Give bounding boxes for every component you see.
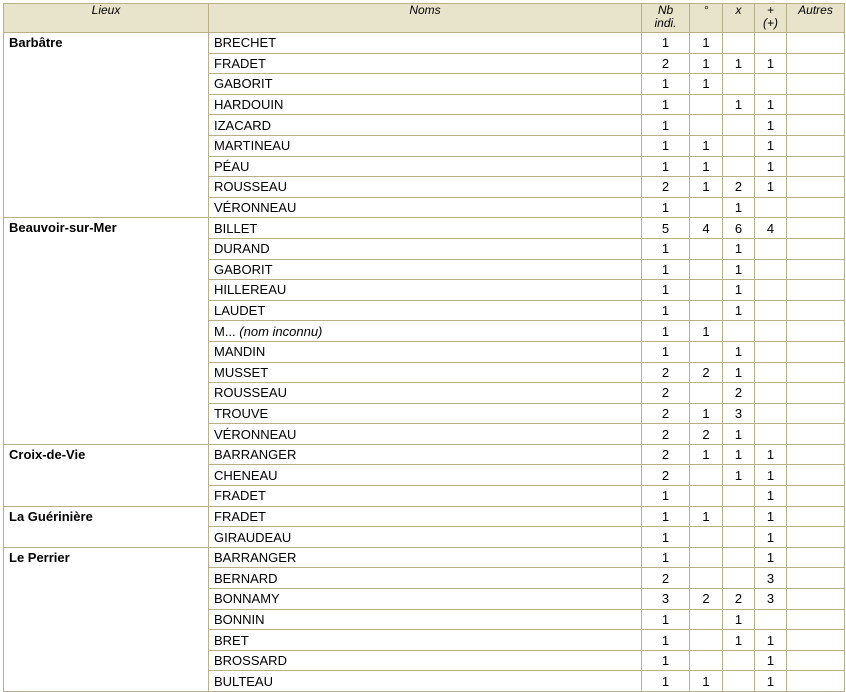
nb-cell: 1 [642, 238, 690, 259]
nom-cell [209, 527, 642, 548]
nom-note: (nom inconnu) [235, 323, 323, 339]
nom-cell [209, 135, 642, 156]
deg-cell [690, 630, 723, 651]
nom-cell [209, 444, 642, 465]
nom-cell [209, 486, 642, 507]
plus-cell: 1 [755, 650, 787, 671]
x-cell: 2 [723, 383, 755, 404]
autres-cell [787, 238, 845, 259]
plus-cell: 1 [755, 630, 787, 651]
nom-text: CHENEAU [214, 467, 278, 483]
autres-cell [787, 650, 845, 671]
nom-cell [209, 568, 642, 589]
table-header [4, 4, 845, 33]
deg-cell: 1 [690, 403, 723, 424]
nb-cell: 1 [642, 506, 690, 527]
x-cell: 2 [723, 589, 755, 610]
deg-cell: 1 [690, 135, 723, 156]
x-cell [723, 547, 755, 568]
x-cell: 1 [723, 280, 755, 301]
x-cell: 1 [723, 341, 755, 362]
deg-cell: 2 [690, 424, 723, 445]
nom-cell [209, 362, 642, 383]
nom-cell [209, 609, 642, 630]
autres-cell [787, 609, 845, 630]
nom-text: FRADET [214, 488, 266, 504]
deg-cell: 1 [690, 444, 723, 465]
deg-cell [690, 280, 723, 301]
x-cell [723, 506, 755, 527]
plus-cell [755, 424, 787, 445]
nom-cell [209, 53, 642, 74]
deg-cell: 1 [690, 74, 723, 95]
header-autres: Autres [787, 4, 845, 33]
plus-cell [755, 362, 787, 383]
deg-cell [690, 547, 723, 568]
nom-text: BARRANGER [214, 447, 297, 463]
nom-cell [209, 321, 642, 342]
deg-cell [690, 383, 723, 404]
nom-text: BROSSARD [214, 653, 287, 669]
nom-text: VÉRONNEAU [214, 200, 297, 216]
nom-cell [209, 280, 642, 301]
nom-text: VÉRONNEAU [214, 426, 297, 442]
deg-cell [690, 238, 723, 259]
header-indi: indi. [654, 16, 677, 30]
nb-cell: 1 [642, 115, 690, 136]
nom-text: GABORIT [214, 76, 273, 92]
x-cell [723, 650, 755, 671]
nom-cell [209, 177, 642, 198]
plus-cell: 1 [755, 671, 787, 692]
nom-text: BERNARD [214, 570, 278, 586]
deg-cell [690, 465, 723, 486]
header-plus [755, 4, 787, 33]
nb-cell: 1 [642, 135, 690, 156]
autres-cell [787, 444, 845, 465]
nb-cell: 2 [642, 444, 690, 465]
plus-cell: 3 [755, 568, 787, 589]
autres-cell [787, 486, 845, 507]
nom-cell [209, 74, 642, 95]
nom-text: BONNAMY [214, 591, 280, 607]
autres-cell [787, 156, 845, 177]
autres-cell [787, 259, 845, 280]
plus-cell: 1 [755, 156, 787, 177]
x-cell: 1 [723, 362, 755, 383]
table-row [4, 33, 845, 54]
x-cell [723, 156, 755, 177]
nom-text: BRECHET [214, 35, 277, 51]
nom-cell [209, 341, 642, 362]
nom-cell [209, 156, 642, 177]
x-cell [723, 568, 755, 589]
autres-cell [787, 362, 845, 383]
plus-cell: 1 [755, 486, 787, 507]
autres-cell [787, 280, 845, 301]
autres-cell [787, 197, 845, 218]
x-cell: 1 [723, 300, 755, 321]
header-nb: Nb [657, 3, 674, 17]
deg-cell [690, 115, 723, 136]
nom-cell [209, 300, 642, 321]
nom-cell [209, 33, 642, 54]
deg-cell: 1 [690, 156, 723, 177]
autres-cell [787, 568, 845, 589]
nb-cell: 1 [642, 74, 690, 95]
deg-cell [690, 259, 723, 280]
nom-text: MARTINEAU [214, 138, 291, 154]
x-cell: 1 [723, 259, 755, 280]
nom-text: IZACARD [214, 117, 272, 133]
deg-cell [690, 486, 723, 507]
x-cell: 3 [723, 403, 755, 424]
plus-cell: 1 [755, 53, 787, 74]
x-cell [723, 486, 755, 507]
nb-cell: 2 [642, 383, 690, 404]
plus-cell [755, 403, 787, 424]
genealogy-table [3, 3, 845, 692]
plus-cell [755, 238, 787, 259]
x-cell: 1 [723, 197, 755, 218]
x-cell: 1 [723, 609, 755, 630]
plus-cell [755, 197, 787, 218]
nom-text: BARRANGER [214, 550, 297, 566]
deg-cell [690, 197, 723, 218]
nb-cell: 1 [642, 259, 690, 280]
deg-cell: 1 [690, 53, 723, 74]
x-cell [723, 115, 755, 136]
nom-cell [209, 94, 642, 115]
nom-cell [209, 547, 642, 568]
nom-cell [209, 403, 642, 424]
nom-cell [209, 383, 642, 404]
x-cell: 1 [723, 94, 755, 115]
autres-cell [787, 589, 845, 610]
nom-cell [209, 218, 642, 239]
nb-cell: 1 [642, 486, 690, 507]
autres-cell [787, 403, 845, 424]
plus-cell: 1 [755, 506, 787, 527]
nom-text: GIRAUDEAU [214, 529, 292, 545]
nom-text: LAUDET [214, 303, 266, 319]
deg-cell: 1 [690, 33, 723, 54]
nom-cell [209, 671, 642, 692]
autres-cell [787, 135, 845, 156]
plus-cell [755, 341, 787, 362]
nb-cell: 2 [642, 177, 690, 198]
deg-cell: 2 [690, 589, 723, 610]
x-cell: 1 [723, 465, 755, 486]
deg-cell [690, 609, 723, 630]
plus-cell: 1 [755, 135, 787, 156]
plus-cell: 1 [755, 444, 787, 465]
nom-cell [209, 115, 642, 136]
table-row [4, 547, 845, 568]
lieu-cell: Beauvoir-sur-Mer [4, 218, 209, 445]
nom-cell [209, 259, 642, 280]
nb-cell: 2 [642, 403, 690, 424]
plus-cell [755, 300, 787, 321]
autres-cell [787, 341, 845, 362]
header-degree: ° [690, 4, 723, 33]
nom-cell [209, 238, 642, 259]
lieu-cell: Le Perrier [4, 547, 209, 691]
nb-cell: 2 [642, 53, 690, 74]
nom-text: HARDOUIN [214, 97, 284, 113]
plus-cell [755, 280, 787, 301]
header-nb-indi [642, 4, 690, 33]
nom-text: ROUSSEAU [214, 179, 287, 195]
deg-cell [690, 94, 723, 115]
deg-cell: 1 [690, 671, 723, 692]
deg-cell [690, 527, 723, 548]
plus-cell: 1 [755, 94, 787, 115]
deg-cell: 1 [690, 321, 723, 342]
autres-cell [787, 527, 845, 548]
nb-cell: 1 [642, 197, 690, 218]
autres-cell [787, 33, 845, 54]
lieu-cell: La Guérinière [4, 506, 209, 547]
autres-cell [787, 94, 845, 115]
nb-cell: 1 [642, 94, 690, 115]
autres-cell [787, 506, 845, 527]
deg-cell: 4 [690, 218, 723, 239]
nb-cell: 1 [642, 300, 690, 321]
autres-cell [787, 115, 845, 136]
nb-cell: 1 [642, 280, 690, 301]
deg-cell [690, 650, 723, 671]
x-cell [723, 527, 755, 548]
x-cell [723, 135, 755, 156]
lieu-cell: Croix-de-Vie [4, 444, 209, 506]
deg-cell [690, 341, 723, 362]
deg-cell [690, 568, 723, 589]
nom-text: FRADET [214, 55, 266, 71]
x-cell: 1 [723, 630, 755, 651]
nb-cell: 1 [642, 341, 690, 362]
plus-cell: 1 [755, 527, 787, 548]
plus-cell [755, 33, 787, 54]
x-cell: 1 [723, 424, 755, 445]
plus-cell [755, 74, 787, 95]
nom-text: ROUSSEAU [214, 385, 287, 401]
autres-cell [787, 383, 845, 404]
x-cell: 1 [723, 238, 755, 259]
nb-cell: 1 [642, 156, 690, 177]
nb-cell: 1 [642, 527, 690, 548]
plus-cell: 1 [755, 547, 787, 568]
autres-cell [787, 630, 845, 651]
nom-cell [209, 650, 642, 671]
table-row [4, 444, 845, 465]
nom-text: MUSSET [214, 364, 269, 380]
nb-cell: 1 [642, 671, 690, 692]
table-body [4, 33, 845, 692]
plus-cell [755, 383, 787, 404]
autres-cell [787, 465, 845, 486]
plus-cell: 4 [755, 218, 787, 239]
autres-cell [787, 300, 845, 321]
nom-text: TROUVE [214, 405, 269, 421]
autres-cell [787, 74, 845, 95]
nb-cell: 1 [642, 547, 690, 568]
nb-cell: 2 [642, 465, 690, 486]
autres-cell [787, 53, 845, 74]
nom-cell [209, 630, 642, 651]
nom-text: M... [214, 323, 236, 339]
nom-text: MANDIN [214, 344, 266, 360]
autres-cell [787, 671, 845, 692]
x-cell: 1 [723, 444, 755, 465]
nom-text: BULTEAU [214, 673, 273, 689]
nom-cell [209, 465, 642, 486]
nom-text: DURAND [214, 241, 270, 257]
plus-cell [755, 321, 787, 342]
plus-cell: 3 [755, 589, 787, 610]
nom-text: FRADET [214, 508, 266, 524]
plus-cell: 1 [755, 177, 787, 198]
header-x: x [723, 4, 755, 33]
x-cell [723, 321, 755, 342]
plus-cell [755, 259, 787, 280]
autres-cell [787, 321, 845, 342]
autres-cell [787, 547, 845, 568]
x-cell: 1 [723, 53, 755, 74]
plus-cell: 1 [755, 465, 787, 486]
nb-cell: 1 [642, 321, 690, 342]
plus-cell [755, 609, 787, 630]
nom-cell [209, 506, 642, 527]
table-row [4, 218, 845, 239]
nom-text: PÉAU [214, 158, 250, 174]
autres-cell [787, 424, 845, 445]
header-noms: Noms [209, 4, 642, 33]
nom-text: BRET [214, 632, 249, 648]
nom-cell [209, 424, 642, 445]
header-plus-bottom: (+) [763, 16, 778, 30]
x-cell: 6 [723, 218, 755, 239]
lieu-cell: Barbâtre [4, 33, 209, 218]
plus-cell: 1 [755, 115, 787, 136]
nb-cell: 2 [642, 362, 690, 383]
nom-text: HILLEREAU [214, 282, 287, 298]
nom-text: BONNIN [214, 611, 265, 627]
nb-cell: 1 [642, 609, 690, 630]
nom-text: GABORIT [214, 261, 273, 277]
nb-cell: 5 [642, 218, 690, 239]
nb-cell: 2 [642, 568, 690, 589]
deg-cell: 1 [690, 506, 723, 527]
nom-cell [209, 589, 642, 610]
x-cell [723, 671, 755, 692]
nb-cell: 1 [642, 630, 690, 651]
nb-cell: 3 [642, 589, 690, 610]
nom-cell [209, 197, 642, 218]
deg-cell: 1 [690, 177, 723, 198]
nb-cell: 2 [642, 424, 690, 445]
header-lieux: Lieux [4, 4, 209, 33]
nb-cell: 1 [642, 650, 690, 671]
x-cell [723, 74, 755, 95]
table-row [4, 506, 845, 527]
nom-text: BILLET [214, 220, 258, 236]
deg-cell [690, 300, 723, 321]
x-cell: 2 [723, 177, 755, 198]
deg-cell: 2 [690, 362, 723, 383]
x-cell [723, 33, 755, 54]
nb-cell: 1 [642, 33, 690, 54]
autres-cell [787, 218, 845, 239]
autres-cell [787, 177, 845, 198]
header-plus-top: + [766, 3, 774, 17]
